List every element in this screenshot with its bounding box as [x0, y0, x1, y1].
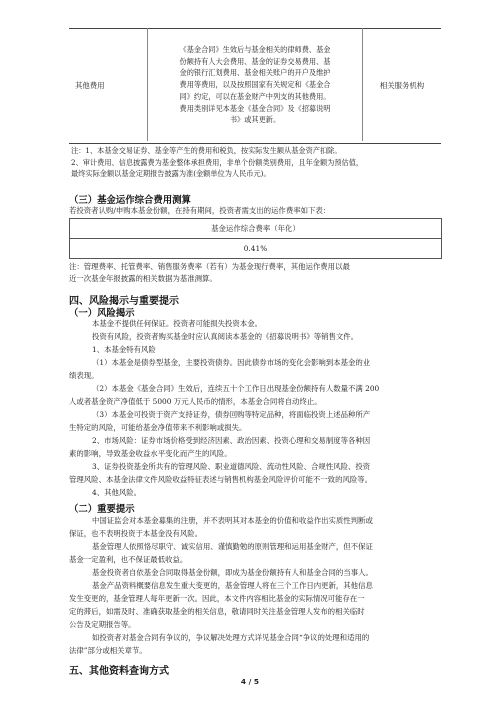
paragraph: 本基金不提供任何保证。投资者可能损失投资本金。	[92, 319, 262, 328]
table-row	[70, 239, 442, 259]
paragraph: 发生变更的，基金管理人每年更新一次。因此，本文件内容相比基金的实际情况可能存在一	[69, 594, 365, 603]
paragraph: 绩表现。	[69, 371, 99, 380]
section-3-note: 近一次基金年报披露的相关数据为基准测算。	[69, 274, 217, 283]
important-notes-title: （二）重要提示	[69, 504, 135, 515]
section-5-title: 五、其他资料查询方式	[69, 666, 169, 677]
paragraph: 2、市场风险：证券市场价格受到经济因素、政治因素、投资心理和交易制度等各种因	[92, 436, 371, 445]
rate-table-header: 基金运作综合费率（年化）	[211, 224, 300, 233]
rate-table	[69, 218, 442, 259]
fee-description: 《基金合同》生效后与基金相关的律师费、基金 份额持有人大会费用、基金的证券交易费用、基 金的银行汇划费用、基金相关账户的开户及维护 费用等费用，以及按照国家有关规定和《基金合 同》约定，可以在基金财产中列支的其他费用。 费用类别详见本基金《基金合同》及《招募说明 书》或其更新。	[148, 29, 363, 142]
paragraph: 公告及定期报告等。	[69, 620, 136, 629]
paragraph: 人或者基金资产净值低于 5000 万元人民币的情形，本基金合同将自动终止。	[69, 397, 322, 406]
section-4-title: 四、风险揭示与重要提示	[69, 296, 179, 307]
paragraph: 基金一定盈利，也不保证最低收益。	[69, 555, 188, 564]
paragraph: 法律”部分或相关章节。	[69, 646, 147, 655]
paragraph: 基金投资者自依基金合同取得基金份额，即成为基金份额持有人和基金合同的当事人。	[92, 568, 373, 577]
risk-disclosure-title: （一）风险揭示	[69, 308, 135, 319]
paragraph: 生特定的风险，可能给基金净值带来不利影响或损失。	[69, 423, 247, 432]
paragraph: 如投资者对基金合同有争议的，争议解决处理方式详见基金合同“争议的处理和适用的	[92, 633, 370, 642]
paragraph: （3）本基金可投资于资产支持证券，债券回购等特定品种，将面临投资上述品种所产	[92, 410, 371, 419]
paragraph: 基金产品资料概要信息发生重大变更的，基金管理人将在三个工作日内更新，其他信息	[92, 581, 373, 590]
section-3-intro: 若投资者认购/申购本基金份额，在持有期间，投资者需支出的运作费率如下表：	[69, 206, 331, 215]
paragraph: 管理风险、本基金法律文件风险收益特征表述与销售机构基金风险评价可能不一致的风险等。	[69, 475, 373, 484]
section-3-note: 注：管理费率、托管费率、销售服务费率（若有）为基金现行费率，其他运作费用以最	[69, 262, 350, 271]
fee-notes	[69, 143, 441, 180]
note-line: 2、审计费用、信息披露费为基金整体承担费用，非单个份额类别费用，且年金额为预估值，	[71, 157, 364, 167]
paragraph: 基金管理人依照恪尽职守、诚实信用、谨慎勤勉的原则管理和运用基金财产，但不保证	[92, 542, 373, 551]
section-3-title: （三）基金运作综合费用测算	[69, 195, 191, 206]
paragraph: 中国证监会对本基金募集的注册，并不表明其对本基金的价值和收益作出实质性判断或	[92, 516, 373, 525]
fee-payee: 相关服务机构	[379, 80, 425, 90]
fee-table	[69, 28, 441, 141]
rate-table-value: 0.41%	[70, 239, 442, 259]
table-row	[70, 219, 442, 239]
note-line: 最终实际金额以基金定期报告披露为准(金额单位为人民币元)。	[71, 169, 271, 178]
paragraph: 3、证券投资基金所共有的管理风险、职业道德风险、流动性风险、合规性风险、投资	[92, 462, 371, 471]
paragraph: （1）本基金是债券型基金，主要投资债券。因此债券市场的变化会影响到本基金的业	[92, 358, 371, 367]
paragraph: 4、其他风险。	[92, 488, 142, 497]
paragraph: 定的滞后，如需及时、准确获取基金的相关信息，敬请同时关注基金管理人发布的相关临时	[69, 607, 365, 616]
paragraph: 投资有风险，投资者购买基金时应认真阅读本基金的《招募说明书》等销售文件。	[92, 332, 359, 341]
paragraph: 保证，也不表明投资于本基金没有风险。	[69, 529, 203, 538]
table-row	[69, 29, 441, 142]
page-number: 4 / 5	[240, 677, 260, 686]
paragraph: 素的影响，导致基金收益水平变化而产生的风险。	[69, 449, 232, 458]
fee-row-label: 其他费用	[69, 29, 148, 142]
paragraph: （2）本基金《基金合同》生效后，连续五十个工作日出现基金份额持有人数量不满 200	[92, 384, 380, 393]
paragraph: 1、本基金特有风险	[92, 345, 156, 354]
note-line: 注：1、本基金交易证券、基金等产生的费用和税负，按实际发生额从基金资产扣除。	[71, 146, 342, 155]
